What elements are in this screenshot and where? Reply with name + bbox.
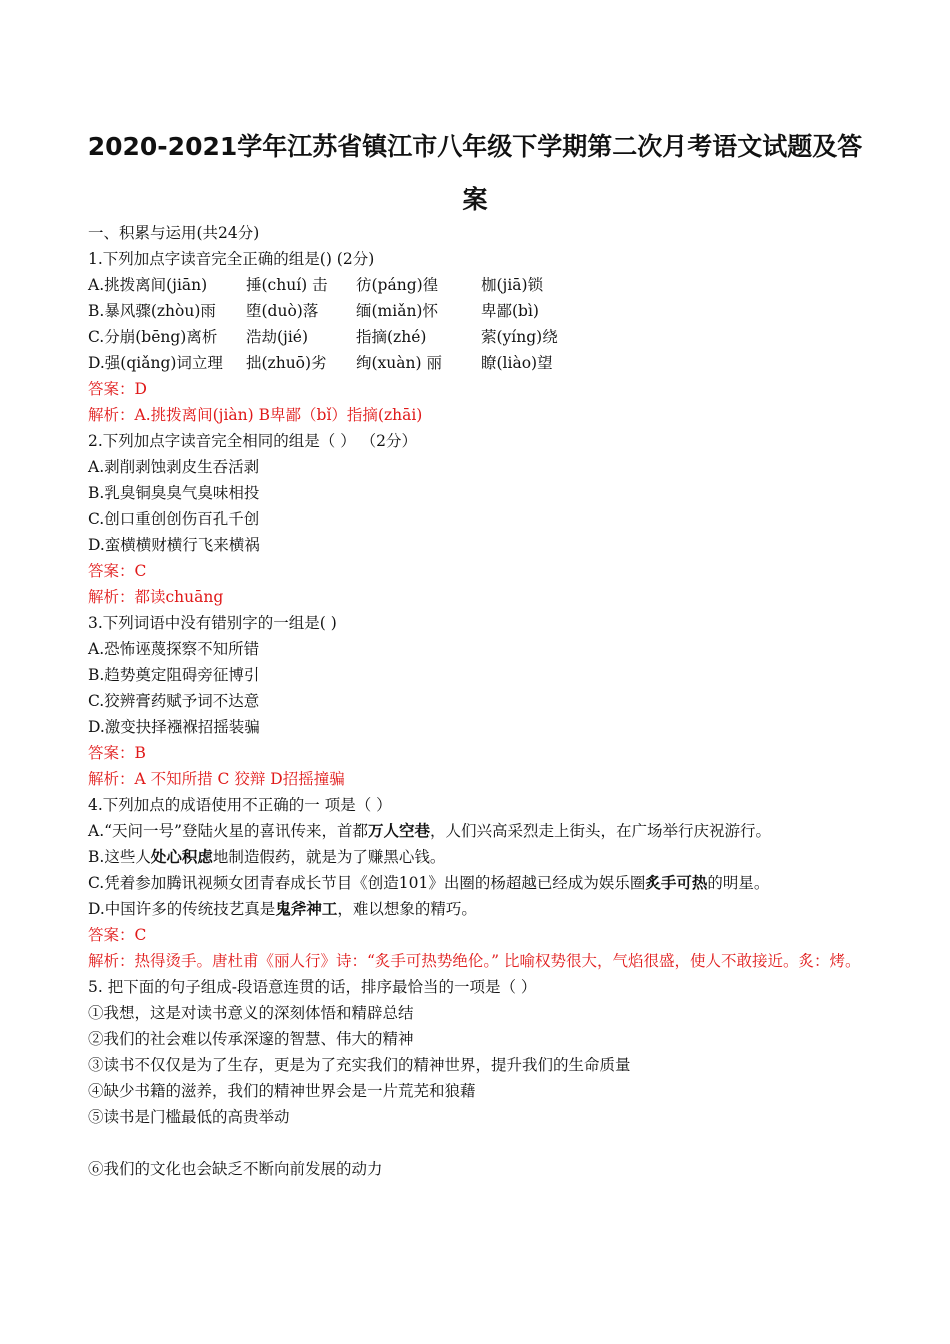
q3-answer: 答案：B (88, 744, 146, 762)
q3-option-a: A.恐怖诬蔑探察不知所错 (88, 640, 260, 658)
q2-option-c: C.创口重创创伤百孔千创 (88, 510, 260, 528)
q4-option-d-post: ，难以想象的精巧。 (337, 900, 477, 918)
document-title-line2: 案 (462, 185, 488, 214)
q1-option-c-4: 萦(yíng)绕 (481, 328, 558, 346)
q2-analysis: 解析：都读chuāng (88, 588, 224, 606)
q5-stem: 5. 把下面的句子组成-段语意连贯的话，排序最恰当的一项是（ ） (88, 978, 537, 996)
q4-option-a-post: ，人们兴高采烈走上街头，在广场举行庆祝游行。 (430, 822, 772, 840)
q4-option-c (88, 870, 863, 896)
blank-line (88, 1130, 863, 1156)
q1-option-a-2: 捶(chuí) 击 (246, 276, 328, 294)
q1-option-a-1: A.挑拨离间(jiān) (88, 276, 208, 294)
q1-option-c-3: 指摘(zhé) (356, 328, 427, 346)
q5-item-6: ⑥我们的文化也会缺乏不断向前发展的动力 (88, 1160, 383, 1178)
q4-option-b-pre: B.这些人 (88, 848, 151, 866)
q4-option-c-post: 的明星。 (707, 874, 770, 892)
document-body (88, 220, 863, 1182)
q4-option-c-pre: C.凭着参加腾讯视频女团青春成长节目《创造101》出圈的杨超越已经成为娱乐圈 (88, 874, 646, 892)
q4-option-a-idiom: 万人空巷 (367, 822, 430, 840)
q3-analysis: 解析：A 不知所措 C 狡辩 D招摇撞骗 (88, 770, 345, 788)
q1-option-c (88, 324, 863, 350)
q1-option-d-3: 绚(xuàn) 丽 (356, 354, 442, 372)
document-title-line1: 2020-2021学年江苏省镇江市八年级下学期第二次月考语文试题及答 (87, 132, 863, 161)
q1-option-c-1: C.分崩(bēng)离析 (88, 328, 218, 346)
q1-option-b-2: 堕(duò)落 (246, 302, 319, 320)
q5-item-2: ②我们的社会难以传承深邃的智慧、伟大的精神 (88, 1030, 414, 1048)
q4-stem: 4.下列加点的成语使用不正确的一 项是（ ） (88, 796, 392, 814)
q1-analysis: 解析：A.挑拨离间(jiàn) B卑鄙（bǐ）指摘(zhāi) (88, 406, 423, 424)
q4-option-b-post: 地制造假药，就是为了赚黑心钱。 (212, 848, 446, 866)
q1-option-c-2: 浩劫(jié) (246, 328, 309, 346)
q1-option-d-2: 拙(zhuō)劣 (246, 354, 327, 372)
q1-option-d-4: 瞭(liào)望 (481, 354, 553, 372)
q4-option-c-idiom: 炙手可热 (645, 874, 708, 892)
q5-item-4: ④缺少书籍的滋养，我们的精神世界会是一片荒芜和狼藉 (88, 1082, 476, 1100)
q1-option-a (88, 272, 863, 298)
q4-option-d-idiom: 鬼斧神工 (275, 900, 338, 918)
q4-analysis: 解析：热得烫手。唐杜甫《丽人行》诗：“炙手可热势绝伦。” 比喻权势很大，气焰很盛，使人不敢接近。炙：烤。 (88, 952, 861, 970)
section-heading: 一、积累与运用(共24分) (88, 224, 260, 242)
q3-option-b: B.趋势奠定阻碍旁征博引 (88, 666, 260, 684)
q2-stem: 2.下列加点字读音完全相同的组是（ ） （2分） (88, 432, 418, 450)
q4-option-b (88, 844, 863, 870)
q4-option-a-pre: A.“天问一号”登陆火星的喜讯传来，首都 (88, 822, 368, 840)
q2-answer: 答案：C (88, 562, 147, 580)
q1-option-b (88, 298, 863, 324)
q5-item-5: ⑤读书是门槛最低的高贵举动 (88, 1108, 290, 1126)
q4-answer: 答案：C (88, 926, 147, 944)
q2-option-d: D.蛮横横财横行飞来横祸 (88, 536, 260, 554)
q3-stem: 3.下列词语中没有错别字的一组是( ) (88, 614, 337, 632)
q5-item-1: ①我想，这是对读书意义的深刻体悟和精辟总结 (88, 1004, 414, 1022)
q1-stem: 1.下列加点字读音完全正确的组是() (2分) (88, 250, 375, 268)
q1-answer: 答案：D (88, 380, 147, 398)
q4-option-d-pre: D.中国许多的传统技艺真是 (88, 900, 276, 918)
q4-option-b-idiom: 处心积虑 (150, 848, 213, 866)
q1-option-b-4: 卑鄙(bì) (481, 302, 539, 320)
q4-option-a (88, 818, 863, 844)
q1-option-a-3: 彷(páng)徨 (356, 276, 439, 294)
q3-option-d: D.激变抉择襁褓招摇装骗 (88, 718, 260, 736)
q4-option-d (88, 896, 863, 922)
q5-item-3: ③读书不仅仅是为了生存，更是为了充实我们的精神世界，提升我们的生命质量 (88, 1056, 631, 1074)
q1-option-b-1: B.暴风骤(zhòu)雨 (88, 302, 216, 320)
q1-option-d (88, 350, 863, 376)
q1-option-a-4: 枷(jiā)锁 (481, 276, 544, 294)
q1-option-d-1: D.强(qiǎng)词立理 (88, 354, 223, 372)
q3-option-c: C.狡辨膏药赋予词不达意 (88, 692, 260, 710)
q2-option-a: A.剥削剥蚀剥皮生吞活剥 (88, 458, 260, 476)
q2-option-b: B.乳臭铜臭臭气臭味相投 (88, 484, 260, 502)
q1-option-b-3: 缅(miǎn)怀 (356, 302, 438, 320)
